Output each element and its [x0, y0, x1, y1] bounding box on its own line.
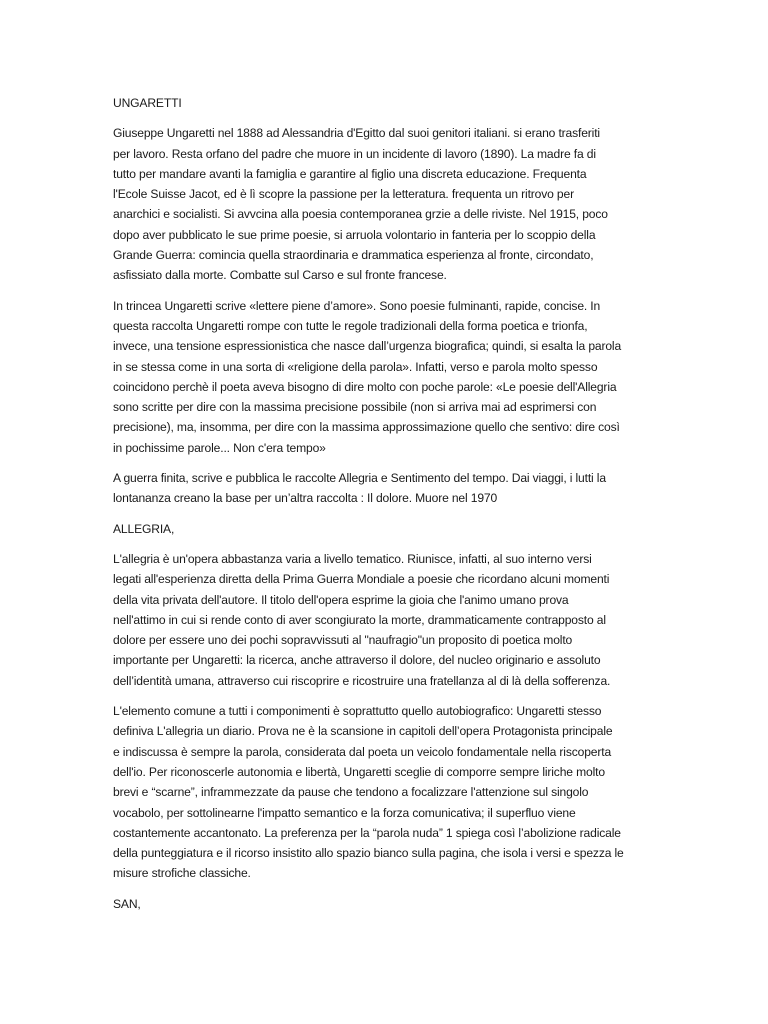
text-line: dolore per essere uno dei pochi sopravvissuti al "naufragio"un proposito di poetica molto	[113, 633, 573, 648]
text-line: definiva L'allegria un diario. Prova ne è la scansione in capitoli dell’opera Protagonista principale	[113, 724, 613, 739]
text-line: in pochissime parole... Non c'era tempo»	[113, 440, 326, 455]
text-line: nell'attimo in cui si rende conto di aver scongiurato la morte, drammaticamente contrapposto al	[113, 612, 606, 627]
text-line: e indiscussa è sempre la parola, considerata dal poeta un veicolo fondamentale nella riscoperta	[113, 744, 612, 759]
text-line: dell'io. Per riconoscerle autonomia e libertà, Ungaretti sceglie di comporre sempre liriche molto	[113, 764, 605, 779]
heading-ungaretti: UNGARETTI	[113, 96, 182, 110]
text-line: coincidono perchè il poeta aveva bisogno di dire molto con poche parole: «Le poesie dell'Allegria	[113, 379, 617, 394]
text-line: lontananza creano la base per un’altra raccolta : Il dolore. Muore nel 1970	[113, 491, 498, 506]
text-line: importante per Ungaretti: la ricerca, anche attraverso il dolore, del nucleo originario e assoluto	[113, 653, 601, 668]
text-line: Giuseppe Ungaretti nel 1888 ad Alessandria d'Egitto dal suoi genitori italiani. si erano trasferiti	[113, 126, 600, 141]
paragraph-elemento-comune	[113, 701, 658, 884]
text-line: Grande Guerra: comincia quella straordinaria e drammatica esperienza al fronte, circondato,	[113, 248, 594, 263]
text-line: L'allegria è un'opera abbastanza varia a livello tematico. Riunisce, infatti, al suo interno versi	[113, 551, 592, 566]
text-line: anarchici e socialisti. Si avvcina alla poesia contemporanea grzie a delle riviste. Nel 1915, poco	[113, 207, 608, 222]
text-line: questa raccolta Ungaretti rompe con tutte le regole tradizionali della forma poetica e trionfa,	[113, 318, 588, 333]
paragraph-biography	[113, 123, 658, 285]
paragraph-trincea	[113, 296, 658, 458]
text-line: sono scritte per dire con la massima precisione possibile (non si arriva mai ad esprimersi con	[113, 400, 597, 415]
paragraph-guerra-finita	[113, 468, 658, 509]
text-line: l'Ecole Suisse Jacot, ed è lì scopre la passione per la letteratura. frequenta un ritrovo per	[113, 187, 574, 202]
text-line: vocabolo, per sottolinearne l'impatto semantico e la forza comunicativa; il superfluo viene	[113, 805, 576, 820]
text-line: dopo aver pubblicato le sue prime poesie, si arruola volontario in fanteria per lo scoppio della	[113, 227, 596, 242]
heading-san: SAN,	[113, 896, 141, 911]
text-line: della punteggiatura e il ricorso insistito allo spazio bianco sulla pagina, che isola i versi e spezza le	[113, 846, 624, 861]
text-line: In trincea Ungaretti scrive «lettere piene d’amore». Sono poesie fulminanti, rapide, concise. In	[113, 298, 601, 313]
text-line: invece, una tensione espressionistica che nasce dall’urgenza biografica; quindi, si esalta la parola	[113, 339, 622, 354]
document-page	[113, 93, 658, 924]
text-line: tutto per mandare avanti la famiglia e garantire al figlio una discreta educazione. Frequenta	[113, 166, 587, 181]
text-line: A guerra finita, scrive e pubblica le raccolte Allegria e Sentimento del tempo. Dai viaggi, i lutti la	[113, 471, 606, 486]
text-line: precisione), ma, insomma, per dire con la massima approssimazione quello che sentivo: dire così	[113, 420, 620, 435]
text-line: brevi e “scarne”, inframmezzate da pause che tendono a focalizzare l'attenzione sul singolo	[113, 785, 589, 800]
text-line: asfissiato dalla morte. Combatte sul Carso e sul fronte francese.	[113, 268, 447, 283]
text-line: in se stessa come in una sorta di «religione della parola». Infatti, verso e parola molto spesso	[113, 359, 598, 374]
text-line: costantemente accantonato. La preferenza per la “parola nuda” 1 spiega così l’abolizione radicale	[113, 825, 621, 840]
text-line: per lavoro. Resta orfano del padre che muore in un incidente di lavoro (1890). La madre fa di	[113, 146, 596, 161]
paragraph-allegria-tematica	[113, 549, 658, 691]
text-line: L'elemento comune a tutti i componimenti è soprattutto quello autobiografico: Ungaretti stesso	[113, 704, 602, 719]
text-line: misure strofiche classiche.	[113, 866, 251, 881]
text-line: della vita privata dell'autore. Il titolo dell'opera esprime la gioia che l'animo umano prova	[113, 592, 569, 607]
text-line: dell’identità umana, attraverso cui riscoprire e ricostruire una fratellanza al di là della sofferenza.	[113, 673, 611, 688]
text-line: legati all'esperienza diretta della Prima Guerra Mondiale a poesie che ricordano alcuni momenti	[113, 572, 610, 587]
heading-allegria: ALLEGRIA,	[113, 521, 175, 536]
